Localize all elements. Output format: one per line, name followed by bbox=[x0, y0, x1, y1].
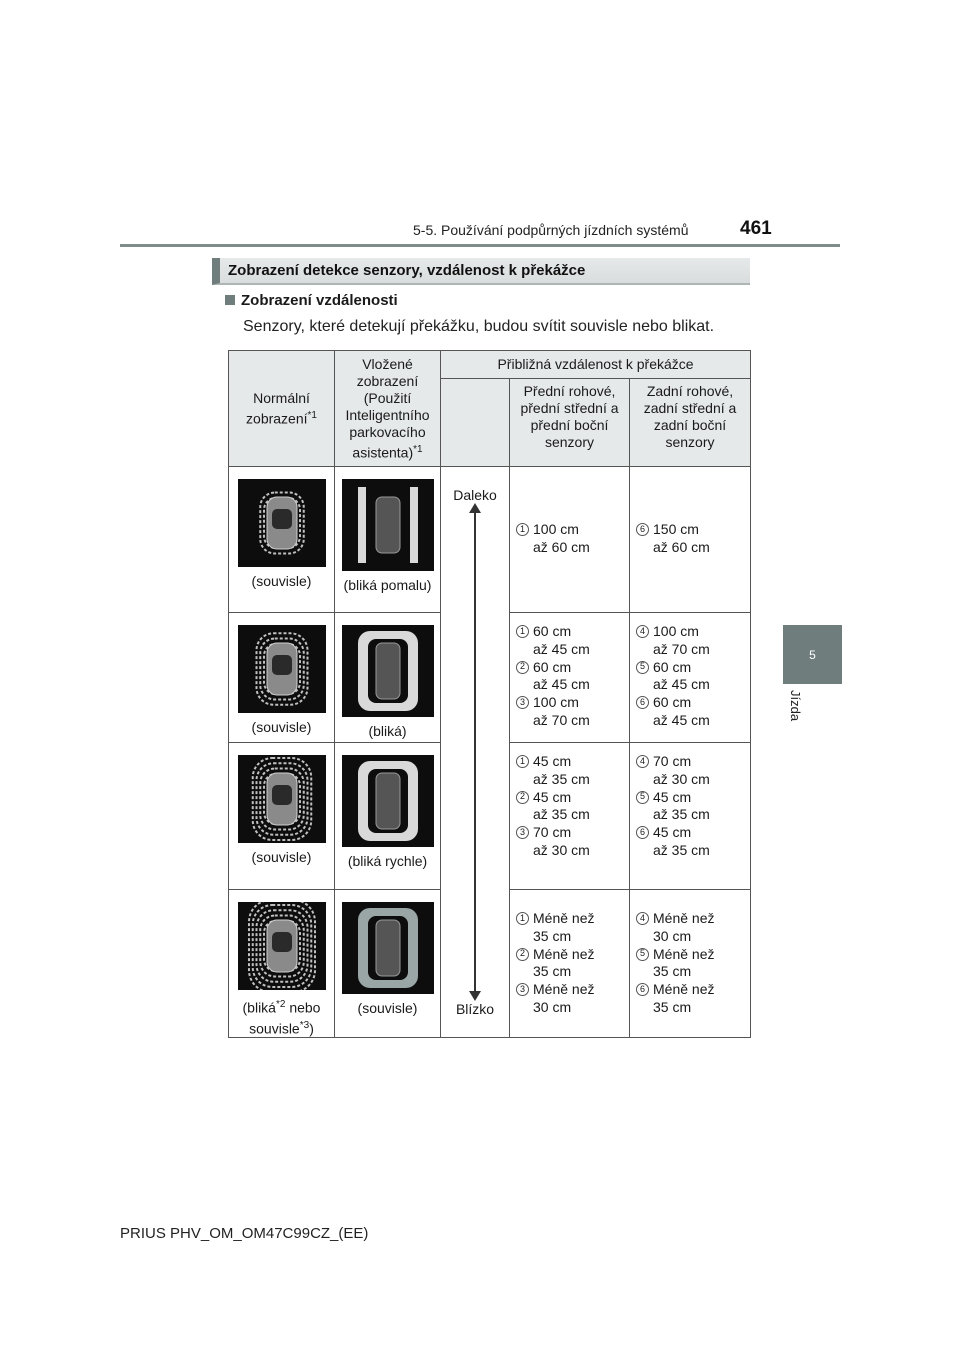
distance-line bbox=[516, 806, 625, 824]
sensor-number-icon: 5 bbox=[636, 661, 649, 674]
distance-value: Méně než bbox=[653, 981, 715, 998]
distance-line bbox=[516, 623, 625, 641]
distance-line bbox=[636, 981, 746, 999]
distance-table bbox=[228, 350, 751, 1038]
sensor-number-icon: 3 bbox=[516, 696, 529, 709]
normal-display-cell bbox=[229, 613, 335, 743]
distance-value: Méně než bbox=[653, 945, 715, 962]
distance-line bbox=[636, 694, 746, 712]
distance-value: Méně než bbox=[533, 910, 595, 926]
normal-display-image bbox=[238, 755, 326, 843]
normal-display-image bbox=[238, 902, 326, 990]
normal-display-cell bbox=[229, 890, 335, 1038]
sensor-number-icon: 6 bbox=[636, 826, 649, 839]
distance-line bbox=[636, 623, 746, 641]
sensor-number-icon: 2 bbox=[516, 948, 529, 961]
distance-range-end: 35 cm bbox=[653, 998, 692, 1015]
distance-line bbox=[516, 771, 625, 789]
sensor-number-icon: 5 bbox=[636, 791, 649, 804]
distance-range-end: až 30 cm bbox=[653, 770, 710, 787]
inset-display-image bbox=[342, 755, 434, 847]
section-heading: Zobrazení detekce senzory, vzdálenost k překážce bbox=[212, 258, 750, 285]
chapter-title: 5-5. Používání podpůrných jízdních systémů bbox=[413, 222, 689, 238]
inset-display-caption: (bliká rychle) bbox=[347, 853, 428, 869]
header-inset-display: Vložené zobrazení (Použití Inteligentního parkovacího asistenta)$^{*1}$ bbox=[335, 351, 441, 467]
distance-line bbox=[516, 712, 625, 730]
header-spacer bbox=[441, 379, 510, 467]
inset-display-caption: (bliká) bbox=[368, 723, 407, 739]
distance-value: 45 cm bbox=[653, 788, 692, 805]
inset-display-image bbox=[342, 625, 434, 717]
distance-line bbox=[516, 789, 625, 807]
header-distance: Přibližná vzdálenost k překážce bbox=[441, 351, 751, 379]
distance-line bbox=[516, 981, 625, 999]
distance-range-end: až 45 cm bbox=[533, 640, 590, 657]
distance-range-end: až 60 cm bbox=[653, 538, 710, 555]
distance-value: Méně než bbox=[533, 945, 595, 962]
distance-line bbox=[636, 539, 746, 557]
distance-line bbox=[636, 659, 746, 677]
distance-range-end: až 70 cm bbox=[653, 640, 710, 657]
distance-range-end: až 35 cm bbox=[533, 770, 590, 787]
sensor-number-icon: 5 bbox=[636, 948, 649, 961]
distance-value: Méně než bbox=[653, 910, 715, 926]
rear-sensor-distances bbox=[630, 890, 751, 1038]
distance-line bbox=[516, 999, 625, 1017]
square-bullet-icon bbox=[225, 295, 235, 305]
distance-line bbox=[516, 659, 625, 677]
inset-display-image bbox=[342, 479, 434, 571]
distance-line bbox=[636, 712, 746, 730]
distance-value: 45 cm bbox=[533, 788, 572, 805]
distance-range-end: 35 cm bbox=[533, 963, 572, 980]
front-sensor-distances bbox=[510, 743, 630, 890]
arrow-up-icon bbox=[469, 503, 481, 513]
chapter-tab: 5 bbox=[783, 625, 842, 684]
distance-value: 100 cm bbox=[533, 694, 579, 711]
distance-value: 60 cm bbox=[533, 623, 572, 639]
sensor-number-icon: 2 bbox=[516, 661, 529, 674]
distance-line bbox=[516, 824, 625, 842]
table-row bbox=[229, 467, 751, 613]
sensor-number-icon: 4 bbox=[636, 625, 649, 638]
distance-value: 70 cm bbox=[653, 753, 692, 769]
far-label: Daleko bbox=[453, 487, 497, 503]
normal-display-cell bbox=[229, 467, 335, 613]
distance-value: 60 cm bbox=[533, 658, 572, 675]
distance-line bbox=[516, 694, 625, 712]
distance-value: Méně než bbox=[533, 981, 595, 998]
inset-display-cell bbox=[335, 467, 441, 613]
distance-range-end: až 35 cm bbox=[653, 806, 710, 823]
sensor-number-icon: 3 bbox=[516, 826, 529, 839]
front-sensor-distances bbox=[510, 890, 630, 1038]
inset-display-cell bbox=[335, 743, 441, 890]
distance-line bbox=[636, 789, 746, 807]
distance-line bbox=[516, 753, 625, 771]
distance-value: 60 cm bbox=[653, 694, 692, 711]
distance-range-end: až 35 cm bbox=[653, 841, 710, 858]
distance-line bbox=[516, 842, 625, 860]
header-normal-display: Normální zobrazení$^{*1}$ bbox=[229, 351, 335, 467]
distance-line bbox=[636, 771, 746, 789]
rear-sensor-distances bbox=[630, 743, 751, 890]
sensor-number-icon: 4 bbox=[636, 912, 649, 925]
distance-range-end: až 45 cm bbox=[533, 676, 590, 693]
distance-value: 100 cm bbox=[533, 521, 579, 537]
distance-range-end: až 45 cm bbox=[653, 676, 710, 693]
normal-display-caption: (souvisle) bbox=[251, 719, 312, 735]
subsection-title-text: Zobrazení vzdálenosti bbox=[241, 292, 398, 309]
sensor-number-icon: 1 bbox=[516, 912, 529, 925]
normal-display-image bbox=[238, 479, 326, 567]
distance-value: 45 cm bbox=[533, 753, 572, 769]
distance-line bbox=[636, 946, 746, 964]
normal-display-cell bbox=[229, 743, 335, 890]
normal-display-caption: (souvisle) bbox=[251, 573, 312, 589]
sensor-number-icon: 1 bbox=[516, 523, 529, 536]
sensor-number-icon: 3 bbox=[516, 983, 529, 996]
distance-value: 70 cm bbox=[533, 824, 572, 841]
distance-line bbox=[516, 676, 625, 694]
distance-value: 45 cm bbox=[653, 824, 692, 841]
rear-sensor-distances bbox=[630, 467, 751, 613]
rear-sensor-distances bbox=[630, 613, 751, 743]
distance-line bbox=[636, 641, 746, 659]
distance-line bbox=[516, 963, 625, 981]
distance-line bbox=[636, 963, 746, 981]
inset-display-cell bbox=[335, 613, 441, 743]
header-front-sensors: Přední rohové, přední střední a přední boční senzory bbox=[510, 379, 630, 467]
distance-line bbox=[516, 641, 625, 659]
document-code: PRIUS PHV_OM_OM47C99CZ_(EE) bbox=[120, 1225, 369, 1242]
distance-line bbox=[516, 946, 625, 964]
distance-range-end: až 35 cm bbox=[533, 806, 590, 823]
sensor-number-icon: 6 bbox=[636, 523, 649, 536]
distance-line bbox=[636, 521, 746, 539]
distance-line bbox=[516, 910, 625, 928]
distance-range-end: až 60 cm bbox=[533, 538, 590, 555]
distance-range-end: 30 cm bbox=[653, 927, 692, 944]
distance-line bbox=[636, 753, 746, 771]
distance-range-end: 35 cm bbox=[653, 963, 692, 980]
distance-value: 60 cm bbox=[653, 658, 692, 675]
distance-line bbox=[636, 824, 746, 842]
header-rear-sensors: Zadní rohové, zadní střední a zadní boční senzory bbox=[630, 379, 751, 467]
distance-line bbox=[636, 999, 746, 1017]
distance-range-end: 35 cm bbox=[533, 927, 572, 944]
normal-display-caption: (bliká$^{*2}$ nebo souvisle$^{*3}$) bbox=[242, 999, 321, 1037]
chapter-tab-label: Jízda bbox=[788, 690, 803, 722]
distance-range-end: až 70 cm bbox=[533, 711, 590, 728]
front-sensor-distances bbox=[510, 467, 630, 613]
sensor-number-icon: 1 bbox=[516, 625, 529, 638]
sensor-number-icon: 1 bbox=[516, 755, 529, 768]
near-label: Blízko bbox=[455, 1001, 495, 1018]
header-divider bbox=[120, 244, 840, 247]
distance-line bbox=[636, 928, 746, 946]
subsection-text: Senzory, které detekují překážku, budou svítit souvisle nebo blikat. bbox=[243, 318, 715, 335]
inset-display-caption: (bliká pomalu) bbox=[343, 577, 432, 593]
double-arrow-icon bbox=[474, 509, 476, 995]
inset-display-cell bbox=[335, 890, 441, 1038]
front-sensor-distances bbox=[510, 613, 630, 743]
distance-line bbox=[516, 521, 625, 539]
inset-display-caption: (souvisle) bbox=[357, 1000, 418, 1016]
distance-value: 150 cm bbox=[653, 521, 699, 537]
sensor-number-icon: 6 bbox=[636, 696, 649, 709]
normal-display-caption: (souvisle) bbox=[251, 849, 312, 865]
normal-display-image bbox=[238, 625, 326, 713]
distance-value: 100 cm bbox=[653, 623, 699, 639]
distance-line bbox=[516, 928, 625, 946]
sensor-number-icon: 4 bbox=[636, 755, 649, 768]
distance-range-end: až 45 cm bbox=[653, 711, 710, 728]
subsection-title bbox=[225, 292, 398, 309]
sensor-number-icon: 2 bbox=[516, 791, 529, 804]
distance-line bbox=[516, 539, 625, 557]
distance-range-end: až 30 cm bbox=[533, 841, 590, 858]
distance-scale bbox=[441, 467, 510, 1038]
distance-line bbox=[636, 910, 746, 928]
distance-line bbox=[636, 676, 746, 694]
inset-display-image bbox=[342, 902, 434, 994]
page-number: 461 bbox=[740, 218, 772, 239]
arrow-down-icon bbox=[469, 991, 481, 1001]
distance-line bbox=[636, 842, 746, 860]
distance-line bbox=[636, 806, 746, 824]
sensor-number-icon: 6 bbox=[636, 983, 649, 996]
distance-range-end: 30 cm bbox=[533, 998, 572, 1015]
